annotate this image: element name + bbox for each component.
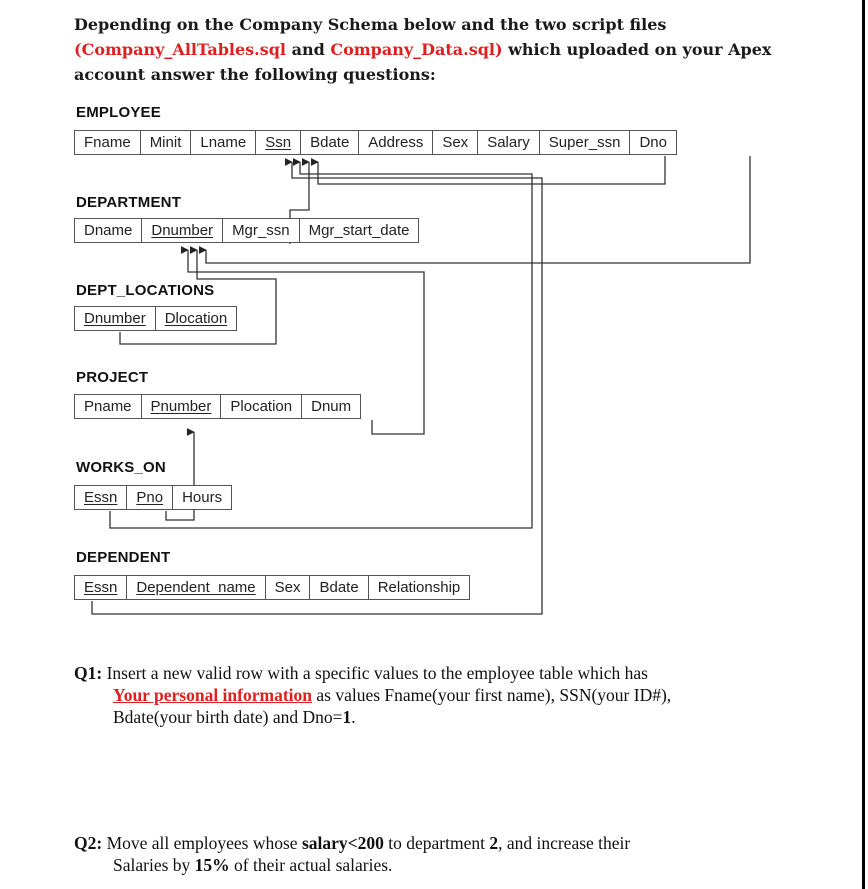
intro-and: and: [286, 40, 331, 59]
dependent-table-title: DEPENDENT: [76, 549, 171, 566]
department-col-dname: Dname: [75, 219, 142, 242]
dependent-table: [74, 575, 470, 600]
dept-locations-col-dnumber: Dnumber: [75, 307, 156, 330]
question-2-text-3: , and increase their: [498, 833, 631, 853]
question-2-dept-value: 2: [489, 833, 499, 853]
employee-col-bdate: Bdate: [301, 131, 359, 154]
question-1-end: .: [351, 707, 356, 727]
question-1-text-2: as values Fname(your first name), SSN(your ID#),: [312, 685, 672, 705]
employee-col-super-ssn: Super_ssn: [540, 131, 631, 154]
project-table: [74, 394, 361, 419]
employee-col-dno: Dno: [639, 134, 667, 151]
question-2-percent-value: 15%: [194, 855, 230, 875]
dependent-col-relationship: Relationship: [377, 579, 461, 596]
file-name-alltables: Company_AllTables.sql: [81, 40, 287, 59]
intro-text-3: account answer the following questions:: [74, 65, 436, 84]
dependent-col-bdate: Bdate: [310, 576, 368, 599]
project-col-dnum: Dnum: [311, 398, 352, 415]
employee-col-ssn: Ssn: [256, 131, 301, 154]
intro-open-paren: (: [74, 40, 82, 59]
department-col-dnumber: Dnumber: [142, 219, 223, 242]
dept-locations-table: [74, 306, 237, 331]
question-1: [74, 662, 794, 728]
project-col-pnumber: Pnumber: [142, 395, 222, 418]
file-name-data: Company_Data.sql): [330, 40, 503, 59]
dependent-col-dependent-name: Dependent_name: [127, 576, 265, 599]
employee-col-salary: Salary: [478, 131, 540, 154]
personal-info-highlight: Your personal information: [113, 685, 312, 705]
employee-col-lname: Lname: [191, 131, 256, 154]
intro-text-1: Depending on the Company Schema below and the two script files: [74, 15, 667, 34]
question-2-text-2: to department: [383, 833, 490, 853]
project-table-title: PROJECT: [76, 369, 149, 386]
department-col-mgr-start-date: Mgr_start_date: [308, 222, 410, 239]
project-col-pname: Pname: [75, 395, 142, 418]
department-col-mgr-ssn: Mgr_ssn: [223, 219, 300, 242]
employee-col-minit: Minit: [141, 131, 192, 154]
question-1-text-3: Bdate(your birth date) and Dno=: [113, 707, 343, 727]
department-table-title: DEPARTMENT: [76, 194, 182, 211]
employee-col-sex: Sex: [433, 131, 478, 154]
works-on-col-pno: Pno: [127, 486, 173, 509]
works-on-table: [74, 485, 232, 510]
employee-table: [74, 130, 677, 155]
question-2-label: Q2:: [74, 833, 103, 853]
project-col-plocation: Plocation: [221, 395, 302, 418]
question-2: [74, 832, 794, 876]
question-2-text-5: of their actual salaries.: [229, 855, 393, 875]
dependent-col-sex: Sex: [266, 576, 311, 599]
works-on-col-essn: Essn: [75, 486, 127, 509]
question-1-dno-value: 1: [342, 707, 352, 727]
employee-col-fname: Fname: [75, 131, 141, 154]
employee-table-title: EMPLOYEE: [76, 104, 161, 121]
works-on-col-hours: Hours: [182, 489, 223, 506]
question-2-text-4: Salaries by: [113, 855, 195, 875]
question-2-text-1: Move all employees whose: [102, 833, 302, 853]
dependent-col-essn: Essn: [75, 576, 127, 599]
question-1-text-1: Insert a new valid row with a specific values to the employee table which has: [102, 663, 648, 683]
works-on-table-title: WORKS_ON: [76, 459, 166, 476]
dept-locations-table-title: DEPT_LOCATIONS: [76, 282, 215, 299]
question-1-label: Q1:: [74, 663, 103, 683]
dept-locations-col-dlocation: Dlocation: [164, 310, 228, 327]
employee-col-address: Address: [359, 131, 433, 154]
question-2-salary-condition: salary<200: [301, 833, 384, 853]
intro-text-2: which uploaded on your Apex: [502, 40, 772, 59]
department-table: [74, 218, 419, 243]
